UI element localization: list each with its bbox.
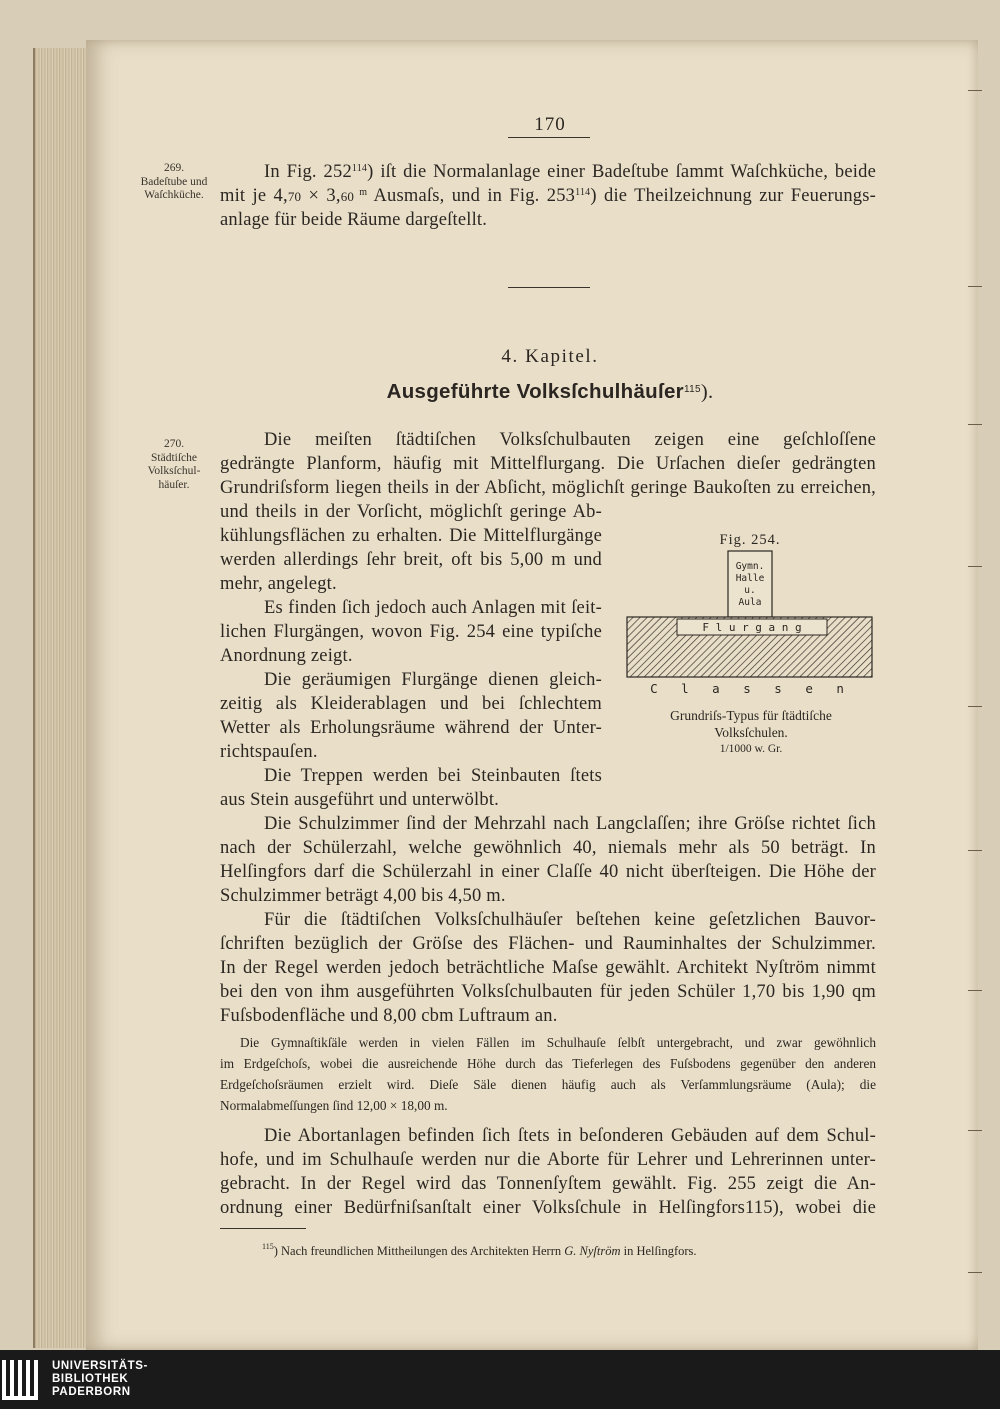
text-line: Anordnung zeigt.: [220, 646, 353, 666]
library-name-line: UNIVERSITÄTS-: [52, 1360, 148, 1372]
chapter-number: 4. Kapitel.: [501, 346, 599, 367]
text-line: Die meiſten ſtädtiſchen Volksſchulbauten zeigen eine geſchloſſene: [264, 430, 876, 450]
text-line: Helſingfors darf die Schülerzahl in einer Claſſe 40 nicht überſteigen. Die Höhe der: [220, 862, 876, 882]
margin-note-number: 269.: [163, 162, 185, 174]
ruler-tick: [968, 850, 982, 851]
text-line: Fuſsbodenfläche und 8,00 cbm Luftraum an.: [220, 1006, 558, 1026]
ruler-tick: [968, 1272, 982, 1273]
text-line: ſchriften bezüglich der Gröſse des Flächen- und Rauminhaltes der Schulzimmer.: [220, 934, 876, 954]
floor-plan-diagram: [620, 545, 890, 705]
footnote-rule: [220, 1228, 306, 1229]
hall-label: Gymn.: [735, 561, 765, 572]
text-line: In Fig. $252^{114}$) iſt die Normalanlage einer Badeſtube ſammt Waſchküche, beide: [264, 162, 876, 182]
text-line: Erdgeſchoſsräumen erzielt wird. Dieſe Säle dienen häufig auch als Verſammlungsräume (Aula); die: [220, 1077, 876, 1092]
text-line: Schulzimmer beträgt 4,00 bis 4,50 m.: [220, 886, 506, 906]
text-line: kühlungsflächen zu erhalten. Die Mittelflurgänge: [220, 526, 602, 546]
margin-note-line: Waſchküche.: [144, 189, 204, 201]
text-line: Wetter als Erholungsräume während der Unter-: [220, 718, 602, 738]
ruler-tick: [968, 566, 982, 567]
figure-caption: [630, 707, 872, 758]
hall-label: Aula: [738, 597, 762, 608]
margin-note-line: Volksſchul-: [147, 465, 201, 477]
footnote: $^{115}$) Nach freundlichen Mittheilungen des Architekten Herrn G. Nyſtröm in Helſingfors.: [262, 1242, 697, 1258]
text-line: Grundriſsform liegen theils in der Abſicht, möglichſt geringe Baukoſten zu erreichen,: [220, 478, 876, 498]
text-line: Die Treppen werden bei Steinbauten ſtets: [264, 766, 602, 786]
text-line: im Erdgeſchoſs, wobei die ausreichende Höhe durch das Tieferlegen des Fuſsbodens gegenüber den anderen: [220, 1056, 876, 1071]
text-line: und theils in der Vorſicht, möglichſt geringe Ab-: [220, 502, 602, 522]
text-line: In der Regel werden jedoch beträchtliche Maſse gewählt. Architekt Nyſtröm nimmt: [220, 958, 876, 978]
ruler-tick: [968, 990, 982, 991]
ruler-tick: [968, 706, 982, 707]
margin-note-number: 270.: [163, 438, 185, 450]
hall-label: Halle: [735, 573, 765, 584]
text-line: mehr, angelegt.: [220, 574, 337, 594]
text-line: Für die ſtädtiſchen Volksſchulhäuſer beſtehen keine geſetzlichen Bauvor-: [264, 910, 876, 930]
text-line: nach der Schülerzahl, welche gewöhnlich 40, niemals mehr als 50 beträgt. In: [220, 838, 876, 858]
ruler-tick: [968, 1130, 982, 1131]
corridor-label: F l u r g a n g: [702, 621, 802, 634]
hall-label: u.: [744, 585, 756, 596]
text-line: Es finden ſich jedoch auch Anlagen mit ſeit-: [264, 598, 602, 618]
text-line: Die Abortanlagen befinden ſich ſtets in beſonderen Gebäuden auf dem Schul-: [264, 1126, 876, 1146]
text-line: anlage für beide Räume dargeſtellt.: [220, 210, 488, 230]
chapter-title: Ausgeführte Volksſchulhäuſer$^{115}$).: [386, 380, 714, 403]
margin-note-line: Städtiſche: [151, 451, 197, 464]
margin-note-line: häuſer.: [158, 478, 190, 491]
ruler-tick: [968, 90, 982, 91]
figure-label: Fig. 254.: [719, 532, 781, 548]
ruler-tick: [968, 286, 982, 287]
text-line: mit je 4,70 × 3,60 $^m$ Ausmaſs, und in Fig. $253^{114}$) die Theilzeichnung zur Feuerungs-: [220, 186, 876, 206]
text-line: Die geräumigen Flurgänge dienen gleich-: [264, 670, 602, 690]
text-line: aus Stein ausgeführt und unterwölbt.: [220, 790, 499, 810]
library-footer: [0, 1350, 1000, 1409]
text-line: Normalabmeſſungen ſind 12,00 × 18,00 m.: [220, 1098, 448, 1113]
text-line: hofe, und im Schulhauſe werden nur die Aborte für Lehrer und Lehrerinnen unter-: [220, 1150, 876, 1170]
page-number-rule: [508, 137, 590, 138]
text-line: bei den von ihm ausgeführten Volksſchulbauten für jeden Schüler 1,70 bis 1,90 qm: [220, 982, 876, 1002]
section-divider: [508, 287, 590, 288]
classes-label: C l a s s e n: [650, 681, 852, 696]
ruler-tick: [968, 424, 982, 425]
margin-note-line: Badeſtube und: [140, 175, 208, 188]
text-line: gebracht. In der Regel wird das Tonnenſyſtem gewählt. Fig. 255 zeigt die An-: [220, 1174, 876, 1194]
text-line: Die Schulzimmer ſind der Mehrzahl nach Langclaſſen; ihre Gröſse richtet ſich: [264, 814, 876, 834]
text-line: lichen Flurgängen, wovon Fig. 254 eine typiſche: [220, 622, 602, 642]
figure-scale: 1/1000 w. Gr.: [719, 743, 783, 755]
caption-line: Volksſchulen.: [714, 725, 788, 740]
library-name-line: PADERBORN: [52, 1386, 131, 1398]
library-name-line: BIBLIOTHEK: [52, 1373, 129, 1385]
text-line: gedrängte Planform, häufig mit Mittelflurgang. Die Urſachen dieſer gedrängten: [220, 454, 876, 474]
library-logo-icon: [0, 1358, 46, 1404]
text-line: ordnung einer Bedürfniſsanſtalt einer Volksſchule in Helſingfors115), wobei die: [220, 1198, 876, 1218]
margin-note-270: [128, 438, 220, 492]
margin-note-269: [128, 162, 220, 203]
caption-line: Grundriſs-Typus für ſtädtiſche: [670, 708, 832, 723]
text-line: Die Gymnaſtikſäle werden in vielen Fällen im Schulhauſe ſelbſt untergebracht, und zwar gewöhnlich: [240, 1035, 876, 1050]
page-number: 170: [534, 114, 566, 135]
text-line: werden allerdings ſehr breit, oft bis 5,00 m und: [220, 550, 602, 570]
text-line: zeitig als Kleiderablagen und bei ſchlechtem: [220, 694, 602, 714]
text-line: richtspauſen.: [220, 742, 318, 762]
